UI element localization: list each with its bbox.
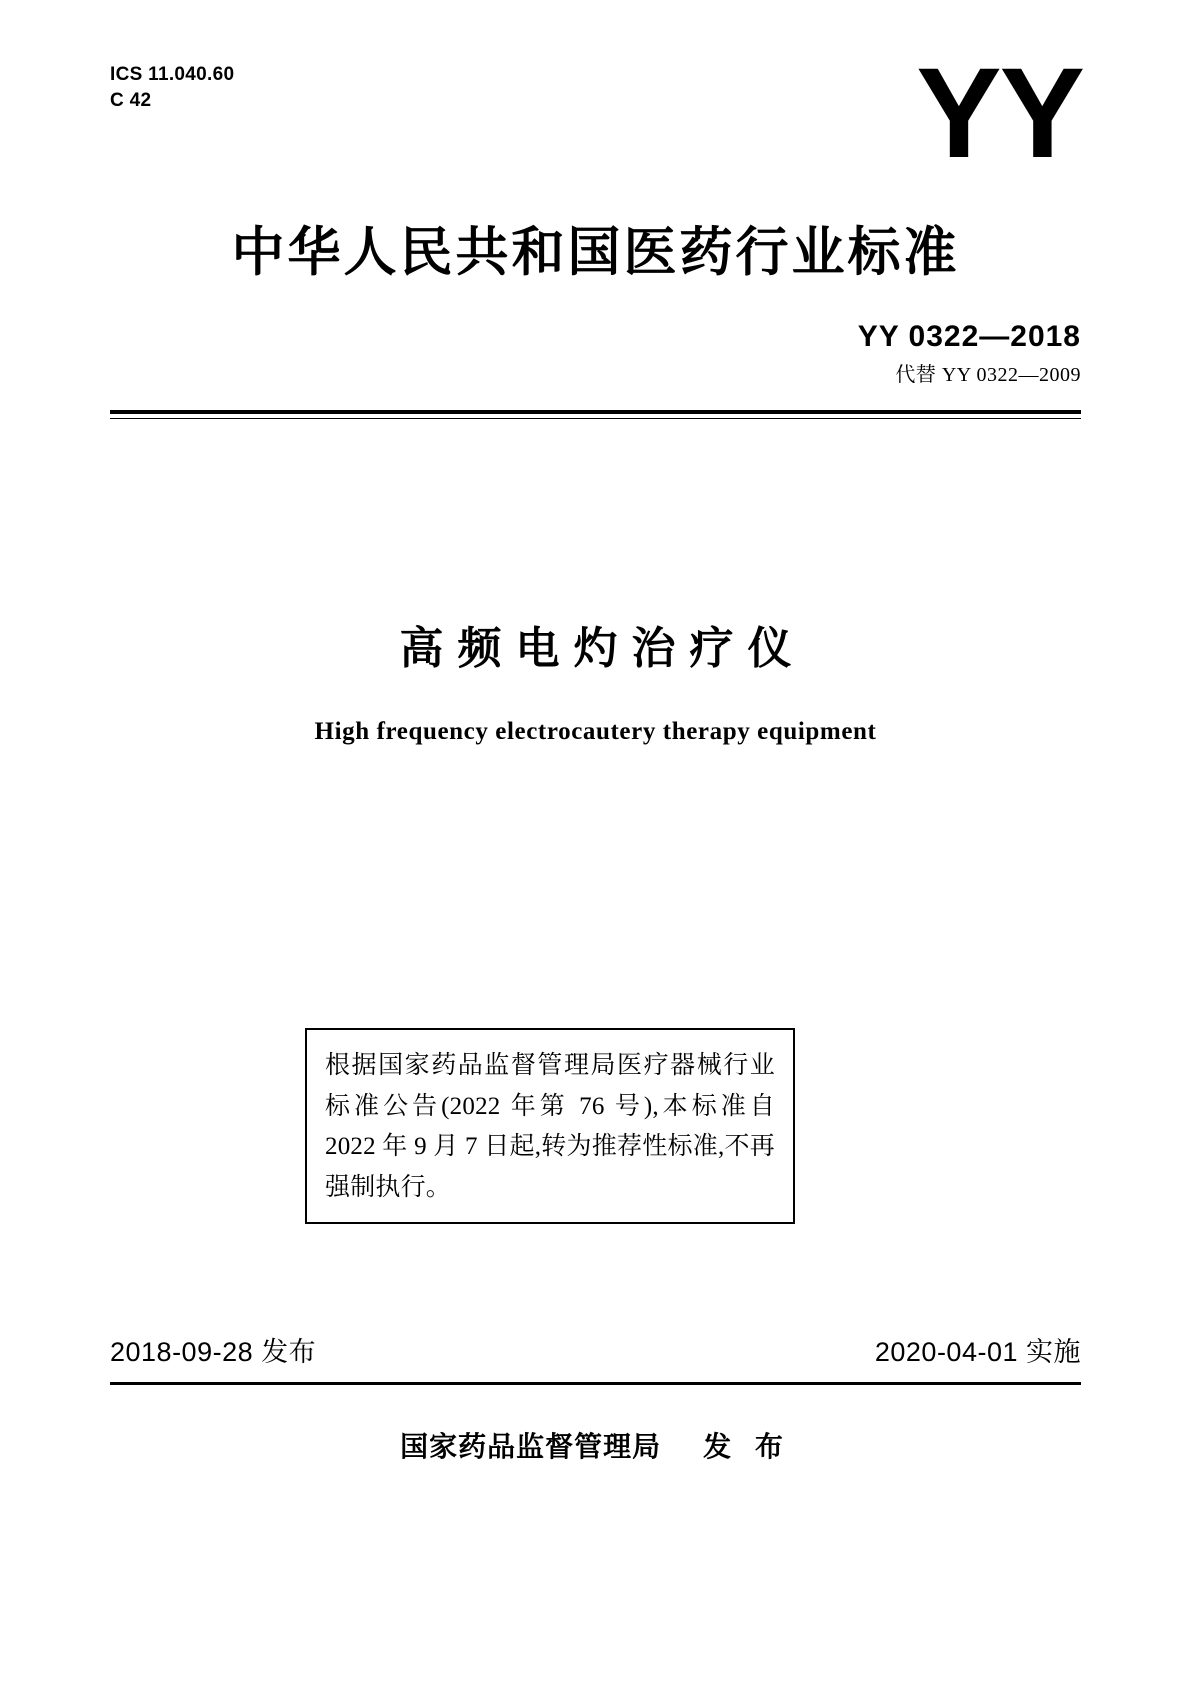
standard-code-block bbox=[858, 320, 1081, 387]
standard-number: YY 0322—2018 bbox=[857, 320, 1081, 353]
ics-number: ICS 11.040.60 bbox=[110, 64, 235, 85]
document-title-chinese: 高频电灼治疗仪 bbox=[399, 624, 806, 673]
effective-date: 2020-04-01 实施 bbox=[874, 1337, 1081, 1367]
header-rule-thin bbox=[110, 418, 1081, 419]
standard-authority-title: 中华人民共和国医药行业标准 bbox=[231, 223, 960, 282]
issuer-name: 国家药品监督管理局 bbox=[400, 1431, 662, 1462]
ccs-code: C 42 bbox=[110, 89, 152, 111]
issue-date: 2018-09-28 发布 bbox=[110, 1337, 317, 1367]
issuer-action: 发 布 bbox=[703, 1431, 791, 1462]
header-rule-thick bbox=[110, 410, 1081, 414]
standard-replaces: 代替 YY 0322—2009 bbox=[895, 364, 1081, 386]
notice-text: 根据国家药品监督管理局医疗器械行业标准公告(2022 年第 76 号),本标准自 2022 年 9 月 7 日起,转为推荐性标准,不再强制执行。 bbox=[325, 1052, 775, 1201]
yy-logo: YY bbox=[916, 42, 1083, 185]
ics-classification bbox=[110, 62, 234, 113]
footer-rule bbox=[110, 1382, 1081, 1385]
notice-box bbox=[305, 1028, 795, 1224]
document-title-english: High frequency electrocautery therapy equipment bbox=[314, 718, 877, 745]
issuer-line bbox=[0, 1425, 1191, 1465]
